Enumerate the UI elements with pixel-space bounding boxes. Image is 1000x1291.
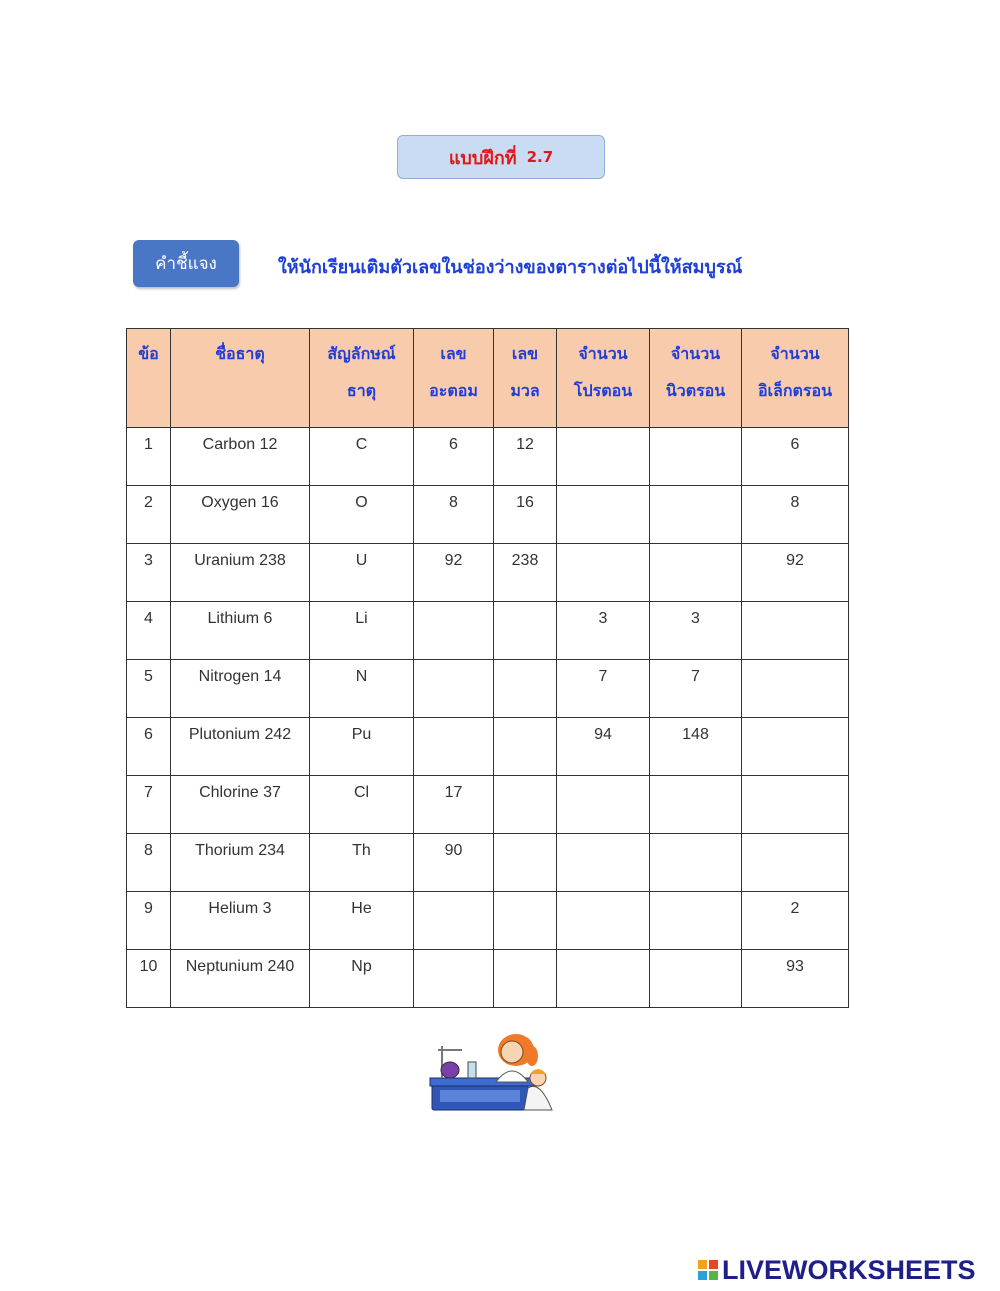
cell-protons: 7 (557, 660, 650, 718)
cell-no: 7 (127, 776, 171, 834)
cell-electrons[interactable] (742, 718, 849, 776)
cell-atomic: 6 (414, 428, 494, 486)
table-row (127, 950, 849, 1008)
cell-neutrons[interactable] (650, 950, 742, 1008)
exercise-title-label: แบบฝึกที่ (448, 147, 517, 169)
cell-neutrons: 3 (650, 602, 742, 660)
cell-symbol: U (310, 544, 414, 602)
scientist-lab-icon (428, 1026, 568, 1116)
cell-atomic: 17 (414, 776, 494, 834)
liveworksheets-logo-text: LIVEWORKSHEETS (722, 1254, 976, 1285)
header-no: ข้อ (127, 329, 171, 428)
cell-protons[interactable] (557, 544, 650, 602)
header-atomic-number: เลข อะตอม (414, 329, 494, 428)
cell-electrons: 2 (742, 892, 849, 950)
table-row (127, 660, 849, 718)
header-electrons: จำนวน อิเล็กตรอน (742, 329, 849, 428)
cell-name: Nitrogen 14 (171, 660, 310, 718)
cell-symbol: Li (310, 602, 414, 660)
cell-mass: 16 (494, 486, 557, 544)
instructions-text: ให้นักเรียนเติมตัวเลขในช่องว่างของตารางต่อไปนี้ให้สมบูรณ์ (278, 257, 743, 278)
cell-neutrons[interactable] (650, 486, 742, 544)
cell-symbol: C (310, 428, 414, 486)
header-protons: จำนวน โปรตอน (557, 329, 650, 428)
cell-electrons: 92 (742, 544, 849, 602)
table-row (127, 892, 849, 950)
cell-atomic[interactable] (414, 660, 494, 718)
cell-name: Lithium 6 (171, 602, 310, 660)
cell-electrons: 6 (742, 428, 849, 486)
cell-atomic[interactable] (414, 892, 494, 950)
cell-mass[interactable] (494, 776, 557, 834)
cell-atomic: 90 (414, 834, 494, 892)
table-row (127, 776, 849, 834)
cell-neutrons: 7 (650, 660, 742, 718)
cell-atomic[interactable] (414, 950, 494, 1008)
cell-protons: 94 (557, 718, 650, 776)
cell-electrons: 8 (742, 486, 849, 544)
header-mass-number: เลข มวล (494, 329, 557, 428)
cell-protons[interactable] (557, 428, 650, 486)
cell-name: Thorium 234 (171, 834, 310, 892)
cell-name: Plutonium 242 (171, 718, 310, 776)
cell-symbol: O (310, 486, 414, 544)
table-row (127, 544, 849, 602)
table-row (127, 428, 849, 486)
table-row (127, 486, 849, 544)
cell-symbol: He (310, 892, 414, 950)
cell-name: Chlorine 37 (171, 776, 310, 834)
cell-mass[interactable] (494, 718, 557, 776)
table-row (127, 602, 849, 660)
instructions-badge: คำชี้แจง (133, 240, 239, 287)
cell-electrons: 93 (742, 950, 849, 1008)
cell-atomic[interactable] (414, 602, 494, 660)
cell-symbol: Cl (310, 776, 414, 834)
cell-electrons[interactable] (742, 834, 849, 892)
cell-no: 10 (127, 950, 171, 1008)
cell-name: Uranium 238 (171, 544, 310, 602)
cell-atomic: 8 (414, 486, 494, 544)
cell-neutrons[interactable] (650, 834, 742, 892)
cell-no: 8 (127, 834, 171, 892)
liveworksheets-logo-mark (698, 1260, 718, 1280)
cell-neutrons: 148 (650, 718, 742, 776)
cell-mass[interactable] (494, 834, 557, 892)
cell-mass: 238 (494, 544, 557, 602)
header-neutrons: จำนวน นิวตรอน (650, 329, 742, 428)
cell-no: 5 (127, 660, 171, 718)
cell-no: 9 (127, 892, 171, 950)
cell-protons[interactable] (557, 486, 650, 544)
exercise-title-number: 2.7 (526, 148, 554, 166)
cell-no: 1 (127, 428, 171, 486)
table-body (127, 428, 849, 1008)
exercise-title (397, 135, 605, 179)
cell-name: Oxygen 16 (171, 486, 310, 544)
cell-protons[interactable] (557, 950, 650, 1008)
cell-name: Carbon 12 (171, 428, 310, 486)
cell-symbol: N (310, 660, 414, 718)
cell-protons[interactable] (557, 892, 650, 950)
header-element-name: ชื่อธาตุ (171, 329, 310, 428)
cell-mass[interactable] (494, 602, 557, 660)
liveworksheets-logo (698, 1254, 976, 1286)
cell-mass[interactable] (494, 660, 557, 718)
cell-electrons[interactable] (742, 660, 849, 718)
table-row (127, 834, 849, 892)
header-symbol: สัญลักษณ์ ธาตุ (310, 329, 414, 428)
cell-protons[interactable] (557, 834, 650, 892)
cell-name: Neptunium 240 (171, 950, 310, 1008)
cell-mass[interactable] (494, 950, 557, 1008)
cell-atomic[interactable] (414, 718, 494, 776)
cell-mass: 12 (494, 428, 557, 486)
cell-no: 4 (127, 602, 171, 660)
cell-atomic: 92 (414, 544, 494, 602)
cell-symbol: Th (310, 834, 414, 892)
elements-table (126, 328, 849, 1008)
cell-protons[interactable] (557, 776, 650, 834)
cell-no: 2 (127, 486, 171, 544)
cell-neutrons[interactable] (650, 892, 742, 950)
table-header-row (127, 329, 849, 428)
cell-no: 3 (127, 544, 171, 602)
cell-protons: 3 (557, 602, 650, 660)
table-row (127, 718, 849, 776)
cell-neutrons[interactable] (650, 544, 742, 602)
cell-electrons[interactable] (742, 602, 849, 660)
cell-neutrons[interactable] (650, 776, 742, 834)
cell-electrons[interactable] (742, 776, 849, 834)
cell-symbol: Pu (310, 718, 414, 776)
cell-mass[interactable] (494, 892, 557, 950)
cell-neutrons[interactable] (650, 428, 742, 486)
cell-symbol: Np (310, 950, 414, 1008)
cell-name: Helium 3 (171, 892, 310, 950)
cell-no: 6 (127, 718, 171, 776)
